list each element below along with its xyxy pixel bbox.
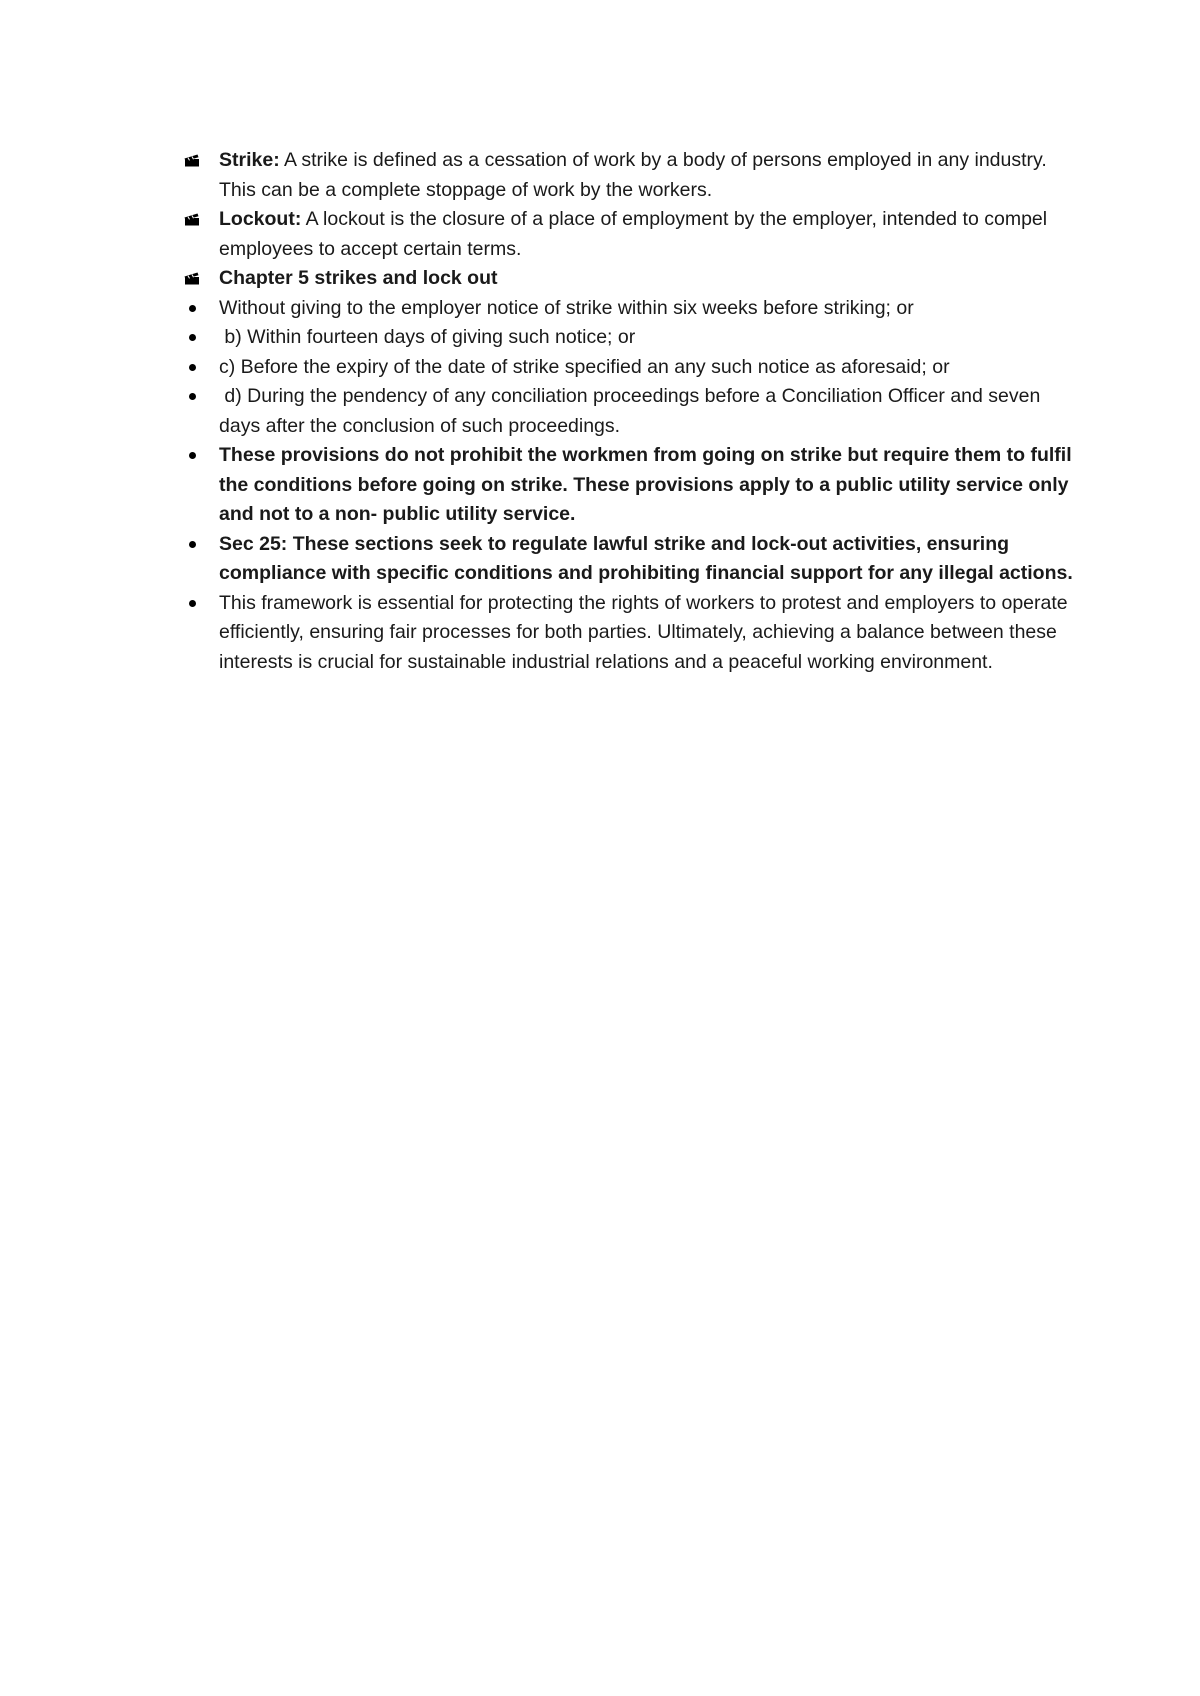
item-text: A lockout is the closure of a place of employment by the employer, intended to compel employees to accept certain terms. [219, 208, 1048, 260]
list-item [181, 589, 1081, 678]
list-item [181, 294, 1081, 324]
bullet-icon [181, 441, 203, 471]
item-text: b) Within fourteen days of giving such notice; or [219, 326, 636, 348]
list-item-chapter-heading [181, 264, 1081, 294]
list-item-strike [181, 146, 1081, 205]
bullet-icon [181, 530, 203, 560]
item-text: A strike is defined as a cessation of work by a body of persons employed in any industry. This can be a complete stoppage of work by the workers. [219, 149, 1047, 201]
list-item-bold [181, 441, 1081, 530]
item-text: Without giving to the employer notice of strike within six weeks before striking; or [219, 296, 914, 319]
clapperboard-icon [181, 146, 203, 176]
term-label: Lockout: [219, 208, 302, 230]
bullet-icon [181, 589, 203, 619]
item-text: c) Before the expiry of the date of strike specified an any such notice as aforesaid; or [219, 355, 950, 378]
section-heading: Chapter 5 strikes and lock out [219, 267, 498, 289]
item-text: d) During the pendency of any conciliation proceedings before a Conciliation Officer and seven days after the conclusion of such proceedings. [219, 385, 1046, 437]
bullet-icon [181, 323, 203, 353]
term-label: Strike: [219, 149, 280, 171]
list-item [181, 382, 1081, 441]
clapperboard-icon [181, 205, 203, 235]
bullet-icon [181, 353, 203, 383]
document-body [181, 146, 1081, 677]
list-item [181, 353, 1081, 383]
item-text: These provisions do not prohibit the workmen from going on strike but require them to fulfil the conditions before going on strike. These provisions apply to a public utility service only and not to a non- public utility service. [219, 444, 1072, 525]
item-text: This framework is essential for protecting the rights of workers to protest and employers to operate efficiently, ensuring fair processes for both parties. Ultimately, achieving a balance between these interests is crucial for sustainable industrial relations and a peaceful working environment. [219, 591, 1068, 673]
item-text: Sec 25: These sections seek to regulate lawful strike and lock-out activities, ensuring compliance with specific conditions and prohibiting financial support for any illegal actions. [219, 532, 1073, 584]
list-item-lockout [181, 205, 1081, 264]
list-item [181, 323, 1081, 353]
bullet-icon [181, 294, 203, 324]
list-item-bold [181, 530, 1081, 589]
bullet-icon [181, 382, 203, 412]
clapperboard-icon [181, 264, 203, 294]
